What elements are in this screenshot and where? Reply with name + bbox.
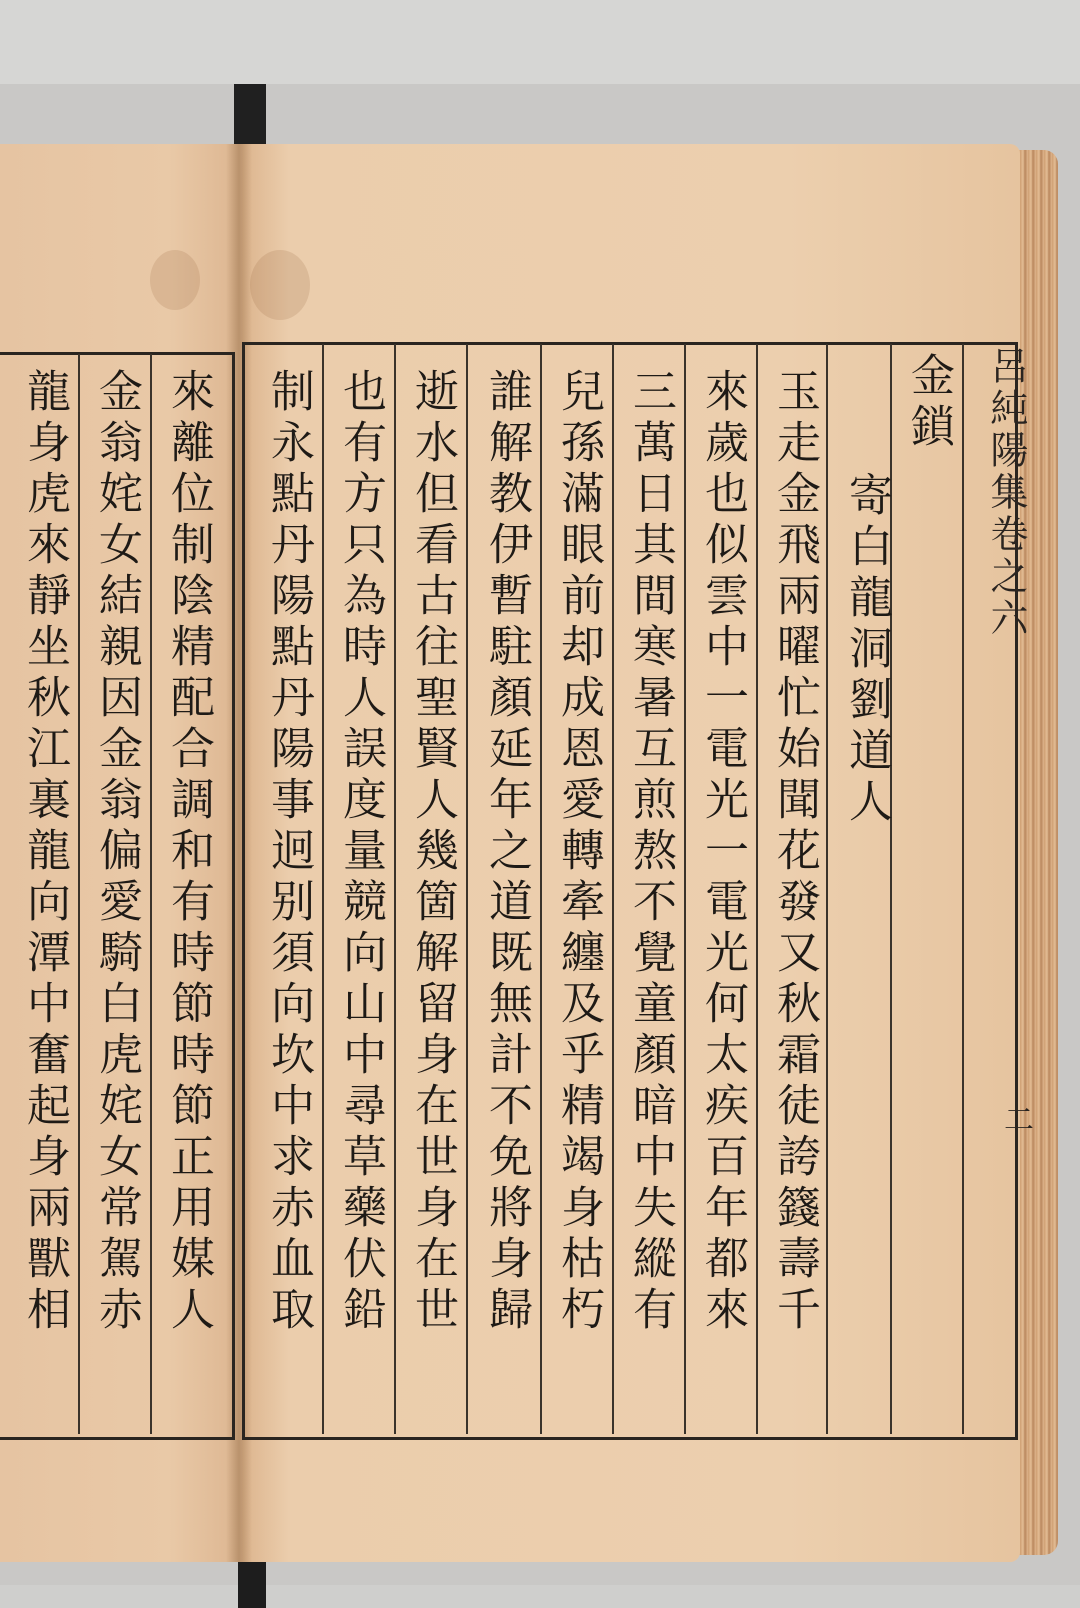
column-rule <box>612 344 614 1434</box>
text-line: 三萬日其間寒暑互煎熬不覺童顏暗中失縱有 <box>625 368 676 1337</box>
section-title: 金鎖 <box>903 352 954 454</box>
column-rule <box>466 344 468 1434</box>
binding-thread-bottom <box>238 1560 266 1608</box>
page-number: 二 <box>1004 1103 1034 1138</box>
text-line: 來歲也似雲中一電光一電光何太疾百年都來 <box>697 368 748 1337</box>
paper-stain <box>150 250 200 310</box>
text-line: 誰解教伊暫駐顏延年之道既無計不免將身歸 <box>481 368 532 1337</box>
book-title-column <box>984 346 1034 816</box>
text-line: 制永點丹陽點丹陽事迥别須向坎中求赤血取 <box>263 368 314 1337</box>
text-line: 兒孫滿眼前却成恩愛轉牽纏及乎精竭身枯朽 <box>553 368 604 1337</box>
poem-subtitle: 寄白龍洞劉道人 <box>841 472 892 829</box>
text-line: 逝水但看古往聖賢人幾箇解留身在世身在世 <box>407 368 458 1337</box>
backdrop-top <box>0 0 1080 84</box>
column-rule <box>150 354 152 1434</box>
volume-label: 卷之六 <box>984 514 1028 640</box>
column-rule <box>394 344 396 1434</box>
book-title: 呂純陽集 <box>984 346 1028 514</box>
text-line: 金翁姹女結親因金翁偏愛騎白虎姹女常駕赤 <box>91 368 142 1337</box>
text-line: 玉走金飛兩曜忙始聞花發又秋霜徒誇籛壽千 <box>769 368 820 1337</box>
column-rule <box>756 344 758 1434</box>
column-rule <box>540 344 542 1434</box>
backdrop-bottom <box>0 1585 1080 1608</box>
binding-thread <box>234 84 266 144</box>
text-line: 龍身虎來靜坐秋江裏龍向潭中奮起身兩獸相 <box>19 368 70 1337</box>
column-rule <box>826 344 828 1434</box>
column-rule <box>684 344 686 1434</box>
column-rule <box>962 344 964 1434</box>
column-rule <box>78 354 80 1434</box>
paper-stain <box>250 250 310 320</box>
column-rule <box>322 344 324 1434</box>
text-line: 來離位制陰精配合調和有時節時節正用媒人 <box>163 368 214 1337</box>
text-line: 也有方只為時人誤度量競向山中尋草藥伏鉛 <box>335 368 386 1337</box>
